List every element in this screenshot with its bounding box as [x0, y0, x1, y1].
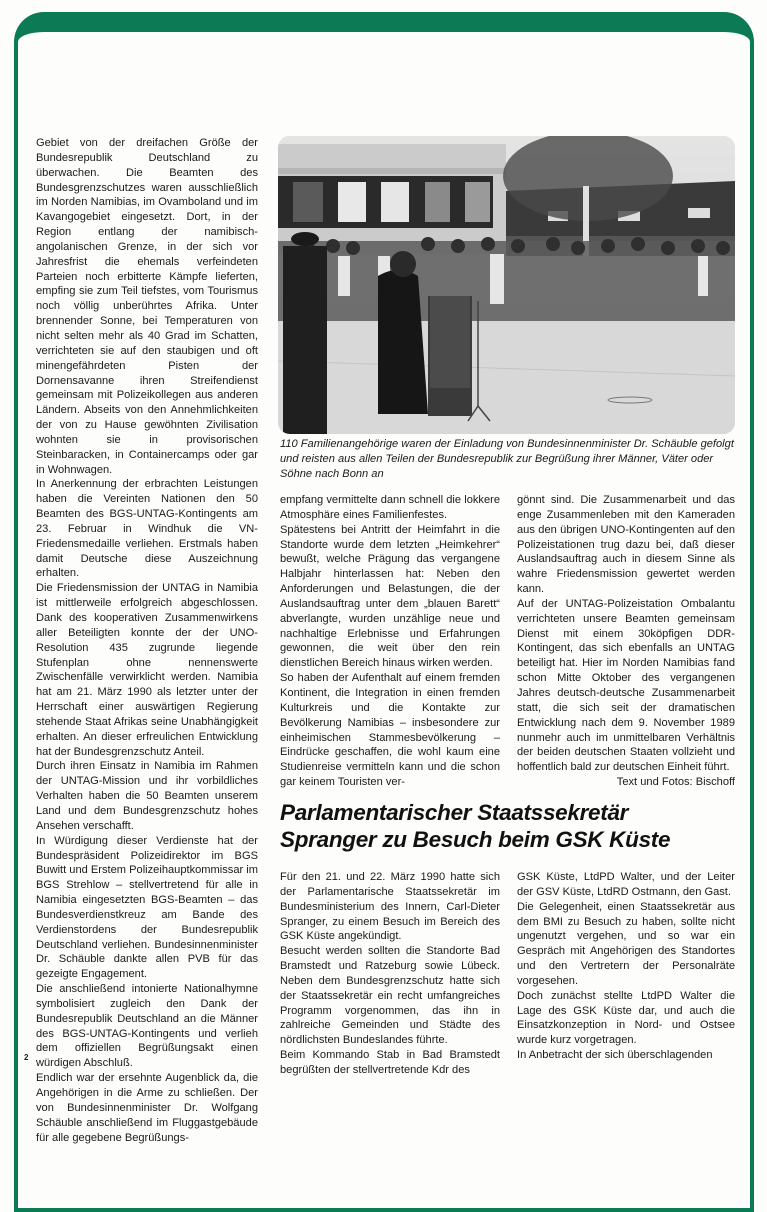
photo-illustration: [278, 136, 735, 434]
paragraph: Spätestens bei Antritt der Heimfahrt in die Standorte wurde dem letzten „Heimkehrer“ bewußt, welche Prägung das vergangene Halbjahr hinterlassen hat: Neben den Anforderungen und Belastungen, die der Auslandsauftrag unter dem „blauen Barett“ abverlangte, wurden unzählige neue und nachhaltige Erlebnisse und Erfahrungen gewonnen, die weit über den rein dienstlichen Bereich hinaus wirken werden.: [280, 523, 500, 670]
paragraph: In Anerkennung der erbrachten Leistungen haben die Vereinten Nationen den 50 Beamten des BGS-UNTAG-Kontingents am 23. Februar in Windhuk die VN-Friedensmedaille verliehen. Erstmals haben damit Deutsche diese Auszeichnung erhalten.: [36, 478, 258, 580]
paragraph: Endlich war der ersehnte Augenblick da, die Angehörigen in die Arme zu schließen. Der von Bundesinnenminister Dr. Wolfgang Schäuble anschließend im Fluggastgebäude für alle gegebene Begrüßungs-: [36, 1072, 258, 1144]
paragraph: Doch zunächst stellte LtdPD Walter die Lage des GSK Küste dar, und auch die Einsatzkonzeption in Nord- und Ostsee wurde kurz vorgetragen.: [517, 989, 735, 1047]
paragraph: Für den 21. und 22. März 1990 hatte sich der Parlamentarische Staatssekretär im Bundesministerium des Innern, Carl-Dieter Spranger, zu einem Besuch im Bereich des GSK Küste angekündigt.: [280, 871, 500, 943]
headline-line-1: Parlamentarischer Staatssekretär: [280, 800, 629, 825]
paragraph: gönnt sind. Die Zusammenarbeit und das enge Zusammenleben mit den Kameraden aus den übrigen UNO-Kontingenten auf den Polizeistationen trug dazu bei, daß dieser Auslandsauftrag auch in diesem Sinne als wahre Friedensmission gewertet werden kann.: [517, 494, 735, 596]
photo-caption: 110 Familienangehörige waren der Einladung von Bundesinnenminister Dr. Schäuble gefolgt und reisten aus allen Teilen der Bundesrepublik zur Begrüßung ihrer Männer, Väter oder Söhne nach Bonn an: [280, 438, 734, 480]
paragraph: Die Gelegenheit, einen Staatssekretär aus dem BMI zu Besuch zu haben, sollte nicht ungenutzt vergehen, und so war ein Gespräch mit Angehörigen des Standortes und den Vertretern der Personalräte vorgesehen.: [517, 900, 735, 987]
article1-column-3: [517, 493, 735, 790]
article2-column-right: [517, 870, 735, 1063]
article1-column-2: [280, 493, 500, 790]
paragraph: Durch ihren Einsatz in Namibia im Rahmen der UNTAG-Mission und ihr vorbildliches Verhalten haben die 50 Beamten unserem Land und dem Bundesgrenzschutz hohes Ansehen verschafft.: [36, 760, 258, 832]
paragraph: So haben der Aufenthalt auf einem fremden Kontinent, die Integration in einen fremden Kulturkreis und die Kontakte zur Bevölkerung Namibias – insbesondere zur einheimischen Stammesbevölkerung – Eindrücke geschaffen, die wohl kaum eine Studienreise vermitteln kann und die schon gar keinem Touristen ver-: [280, 672, 500, 789]
paragraph: Beim Kommando Stab in Bad Bramstedt begrüßten der stellvertretende Kdr des: [280, 1049, 500, 1076]
paragraph: Besucht werden sollten die Standorte Bad Bramstedt und Ratzeburg sowie Lübeck. Neben dem Bundesgrenzschutz hatte sich der Staatssekretär ein recht umfangreiches Programm vorgenommen, das ihn in zahlreiche Gemeinden und Städte des nördlichsten Bundeslandes führte.: [280, 945, 500, 1047]
paragraph: Auf der UNTAG-Polizeistation Ombalantu verrichteten unsere Beamten gemeinsam Dienst mit einem 30köpfigen DDR-Kontingent, das sich ebenfalls an UNTAG beteiligt hat. Hier im Norden Namibias fand schon Mitte Oktober des vergangenen Jahres deutsch-deutsche Zusammenarbeit statt, die sich seit der dramatischen Entwicklung nach dem 9. November 1989 nunmehr auch im unmittelbaren Verhältnis der beiden deutschen Staaten vollzieht und hoffentlich bald zur deutschen Einheit führt.: [517, 597, 735, 774]
paragraph: In Anbetracht der sich überschlagenden: [517, 1049, 713, 1062]
ceremony-photo: [278, 136, 735, 434]
paragraph: Die Friedensmission der UNTAG in Namibia ist mittlerweile erfolgreich abgeschlossen. Dank des kooperativen Zusammenwirkens aller Beteiligten konnte der der UNO-Resolution 435 zugrunde liegende Stufenplan ohne nennenswerte Zwischenfälle verwirklicht werden. Namibia hat am 21. März 1990 als letzter unter der Herrschaft einer auswärtigen Regierung stehende Staat Afrikas seine Unabhängigkeit erhalten. An dieser erfreulichen Entwicklung hat der Bundesgrenzschutz Anteil.: [36, 582, 258, 758]
paragraph: Die anschließend intonierte Nationalhymne symbolisiert zugleich den Dank der Bundesrepublik Deutschland an die Männer des BGS-UNTAG-Kontingents und verlieh dem offiziellen Begrüßungsakt einen würdigen Abschluß.: [36, 983, 258, 1070]
paragraph: Gebiet von der dreifachen Größe der Bundesrepublik Deutschland zu überwachen. Die Beamten des Bundesgrenzschutzes waren ausschließlich im Norden Namibias, im Ovamboland und im Kavangogebiet eingesetzt. Dort, in der Region entlang der namibisch-angolanischen Grenze, in der sich vor Jahresfrist die ehemals verfeindeten Parteien noch erbitterte Kämpfe lieferten, empfing sie zum Teil tiefstes, vom Tourismus noch völlig unberührtes Afrika. Unter brennender Sonne, bei Temperaturen von nicht selten mehr als 40 Grad im Schatten, verrichteten sie auf den staubigen und oft minengefährdeten Pisten der Dornensavanne ihren Streifendienst gemeinsam mit Polizeikollegen aus anderen Ländern. Abseits von den Annehmlichkeiten der von zu Hause gewöhnten Zivilisation wohnten sie in provisorischen Steinbaracken, in Containercamps oder gar in Wohnwagen.: [36, 137, 258, 476]
paragraph: In Würdigung dieser Verdienste hat der Bundespräsident Polizeidirektor im BGS Buwitt und Erstem Polizeihauptkommissar im BGS Strehlow – stellvertretend für alle in Namibia eingesetzten BGS-Beamten – das Bundesverdienstkreuz am Bande des Verdienstordens der Bundesrepublik Deutschland verliehen. Bundesinnenminister Dr. Schäuble dankte allen PVB für das gezeigte Engagement.: [36, 834, 258, 981]
paragraph: empfang vermittelte dann schnell die lokkere Atmosphäre eines Familienfestes.: [280, 494, 500, 521]
article2-column-left: [280, 870, 500, 1078]
article1-column-1: [36, 136, 258, 1145]
page-number: 2: [24, 1053, 29, 1062]
article2-headline: [280, 799, 750, 853]
photo-credit: Text und Fotos: Bischoff: [616, 776, 735, 789]
headline-line-2: Spranger zu Besuch beim GSK Küste: [280, 827, 671, 852]
paragraph: GSK Küste, LtdPD Walter, und der Leiter der GSV Küste, LtdRD Ostmann, den Gast.: [517, 871, 735, 898]
